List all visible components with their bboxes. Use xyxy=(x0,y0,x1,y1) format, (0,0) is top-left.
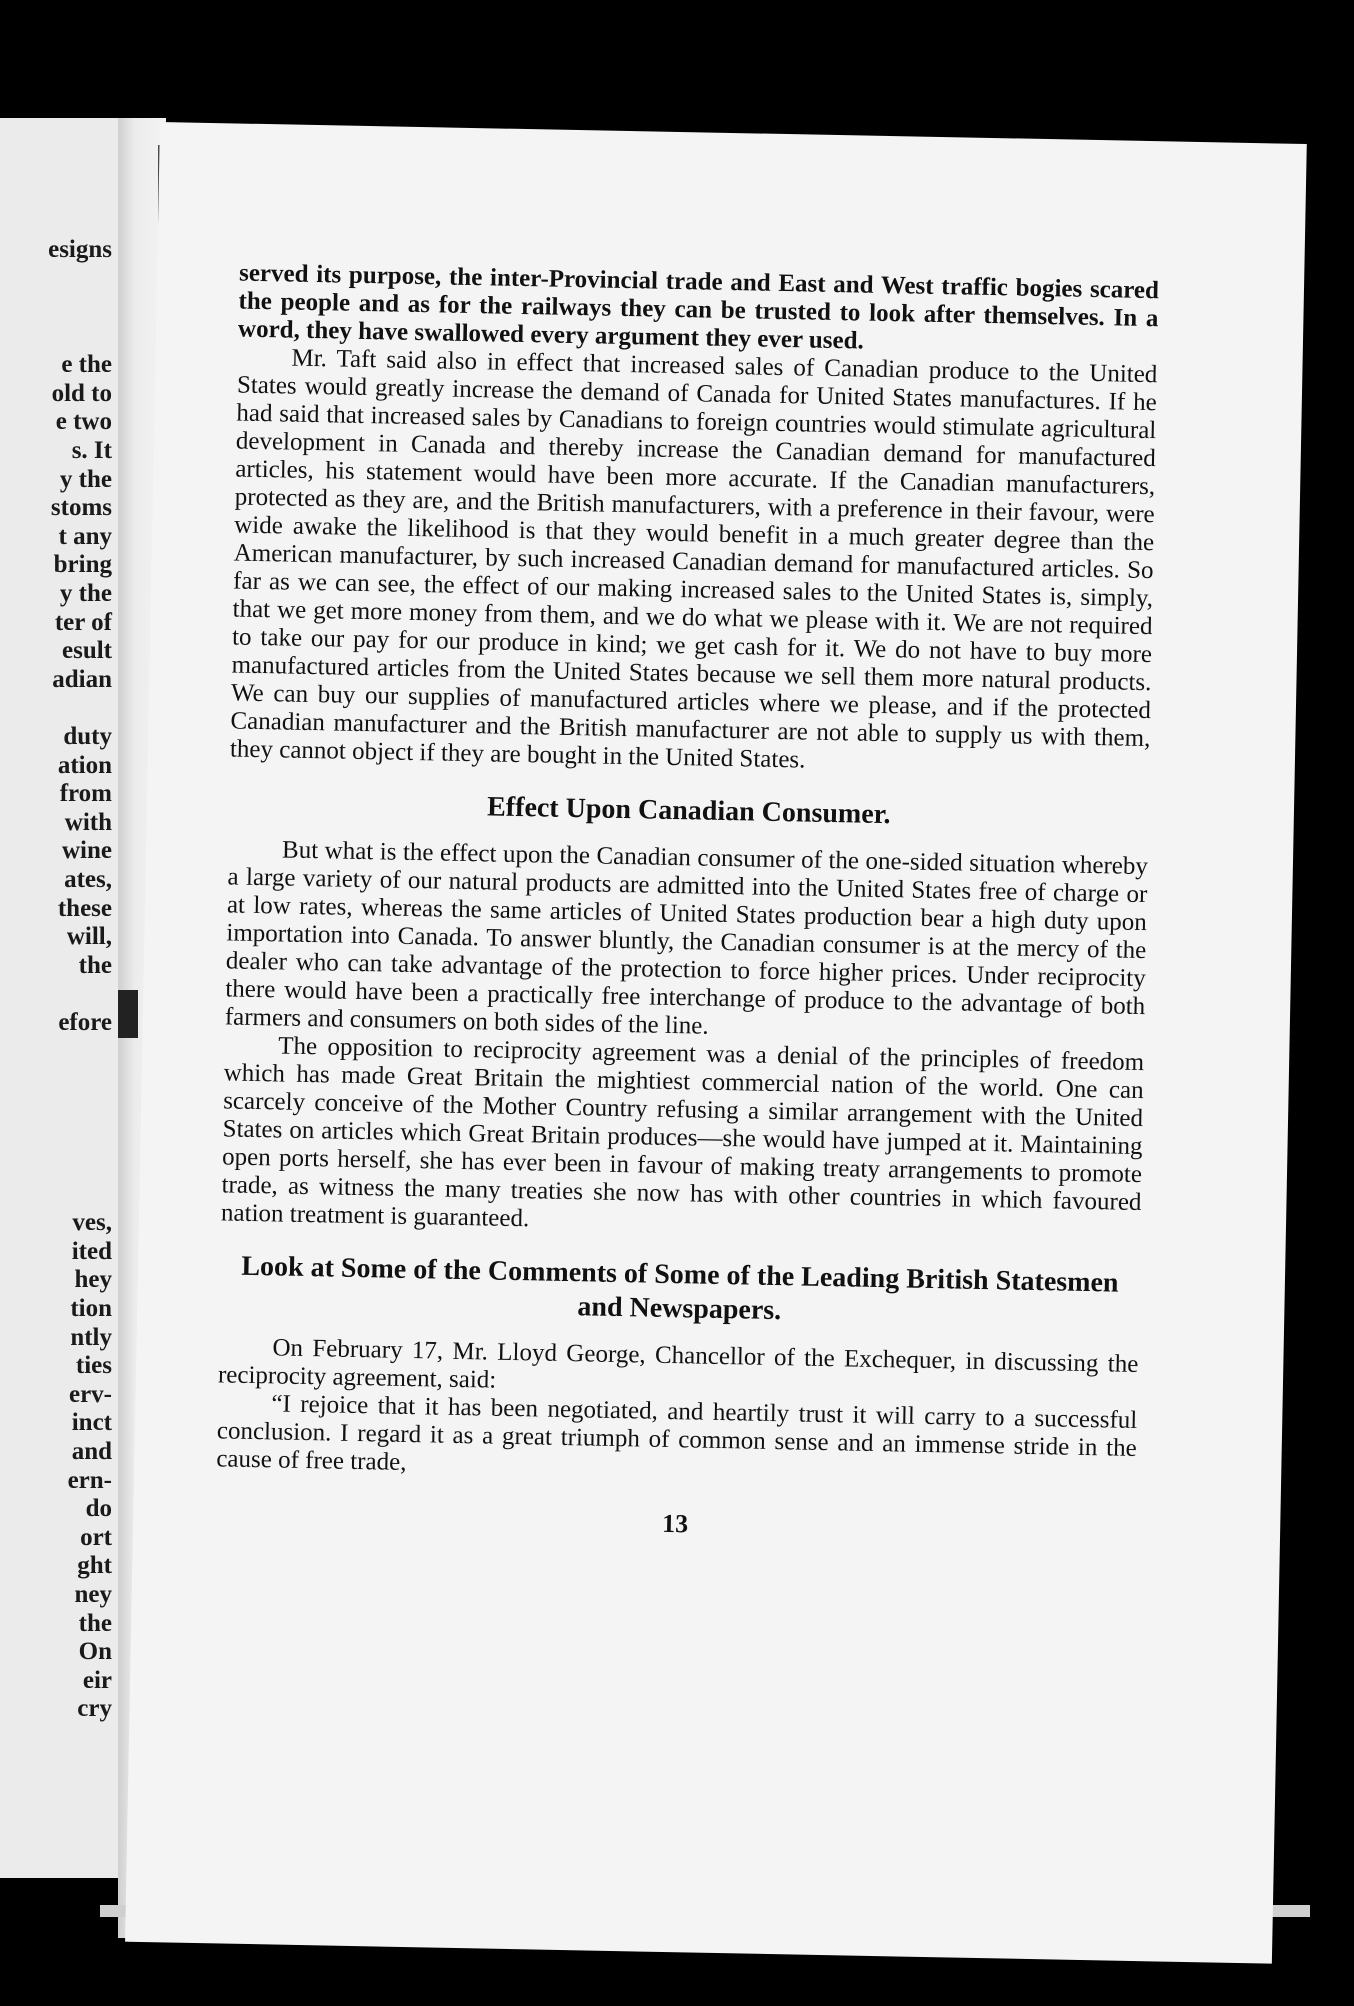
left-page-line: esult xyxy=(62,637,112,665)
left-page-line: eir xyxy=(82,1666,112,1694)
body-paragraph: The opposition to reciprocity agreement was a denial of the principles of freedom which has made Great Britain the mightiest commercial nation of the world. One can scarcely conceive of the Mother Country refusing a similar arrangement with the United States on articles which Great Britain produces—she would have jumped at it. Maintaining open ports herself, she has ever been in favour of making treaty arrangements to promote trade, as witness the many treaties she now has with other countries in which favoured nation treatment is guaranteed. xyxy=(220,1032,1145,1233)
left-page-line: will, xyxy=(66,923,112,951)
left-page-line: ter of xyxy=(54,608,112,636)
left-page-line: On xyxy=(78,1638,112,1666)
left-page-line: duty xyxy=(63,723,112,750)
left-page-line: bring xyxy=(53,551,112,579)
left-page-line: cry xyxy=(77,1695,112,1723)
binding-mark xyxy=(118,990,138,1038)
left-page-line: with xyxy=(64,808,112,836)
left-page-line: old to xyxy=(51,379,112,407)
page-number: 13 xyxy=(661,1508,689,1539)
section-heading: Look at Some of the Comments of Some of the Leading British Statesmen and Newspapers. xyxy=(241,1250,1119,1327)
left-page-line: the xyxy=(78,1609,112,1637)
left-page-fragment xyxy=(0,118,118,1878)
quotation-paragraph: “I rejoice that it has been negotiated, and heartily trust it will carry to a successful conclusion. I regard it as a great triumph of common sense and an immense stride in the cause of free trade, xyxy=(216,1390,1138,1476)
left-page-line: ation xyxy=(57,751,112,779)
left-page-line: e two xyxy=(55,408,112,436)
left-page-line: ates, xyxy=(64,866,112,893)
left-page-line: ties xyxy=(75,1352,112,1380)
left-page-line: inct xyxy=(71,1409,112,1437)
left-page-line: y the xyxy=(59,465,112,493)
left-page-line: t any xyxy=(58,522,112,550)
left-page-line: hey xyxy=(74,1266,112,1294)
left-page-line: ort xyxy=(80,1523,112,1551)
body-paragraph: But what is the effect upon the Canadian consumer of the one-sided situation whereby a large variety of our natural products are admitted into the United States free of charge or at low rates, whereas the same articles of United States production bear a high duty upon importation into Canada. To answer bluntly, the Canadian consumer is at the mercy of the dealer who can take advantage of the protection to force higher prices. Under reciprocity there would have been a practically free interchange of produce to the advantage of both farmers and consumers on both sides of the line. xyxy=(224,836,1149,1040)
left-page-line: from xyxy=(59,780,112,808)
body-paragraph: On February 17, Mr. Lloyd George, Chancellor of the Exchequer, in discussing the reciprocity agreement, said: xyxy=(217,1334,1139,1394)
left-page-line: wine xyxy=(62,837,112,865)
main-page xyxy=(125,122,1307,1964)
left-page-line: ern- xyxy=(67,1466,112,1494)
left-page-line: e the xyxy=(61,351,112,379)
left-page-line: ney xyxy=(74,1581,112,1608)
left-page-line: y the xyxy=(59,580,112,607)
body-paragraph: Mr. Taft said also in effect that increased sales of Canadian produce to the United States would greatly increase the demand of Canada for United States manufactures. If he had said that increased sales by Canadians to foreign countries would stimulate agricultural development in Canada and thereby increase the Canadian demand for manufactured articles, his statement would have been more accurate. If the Canadian manufacturers, protected as they are, and the British manufacturers, with a preference in their favour, were wide awake the likelihood is that they would benefit in a much greater degree than the American manufacturer, by such increased Canadian demand for manufactured articles. So far as we can see, the effect of our making increased sales to the United States is, simply, that we get more money from them, and we do what we please with it. We are not required to take our pay for our produce in kind; we get cash for it. We do not have to buy more manufactured articles from the United States because we sell them more natural products. We can buy our supplies of manufactured articles where we please, and if the protected Canadian manufacturer and the British manufacturer are not able to supply us with them, they cannot object if they are bought in the United States. xyxy=(229,344,1158,774)
left-page-line: adian xyxy=(52,665,112,693)
section-heading: Effect Upon Canadian Consumer. xyxy=(486,791,891,831)
left-page-line: the xyxy=(78,951,112,979)
left-page-line: efore xyxy=(58,1009,112,1036)
left-page-line: esigns xyxy=(48,236,112,263)
left-page-line: tion xyxy=(70,1295,112,1322)
body-paragraph: served its purpose, the inter-Provincial trade and East and West traffic bogies scared the people and as for the railways they can be trusted to look after themselves. In a word, they have swallowed every argument they ever used. xyxy=(237,259,1160,355)
left-page-line: stoms xyxy=(50,494,112,522)
left-page-line: these xyxy=(57,894,112,922)
left-page-line: ves, xyxy=(72,1209,112,1237)
left-page-line: do xyxy=(85,1495,112,1523)
left-page-line: ntly xyxy=(70,1323,112,1351)
left-page-line: ght xyxy=(77,1552,112,1580)
left-page-line: and xyxy=(71,1438,112,1465)
left-page-line: s. It xyxy=(71,437,112,464)
article-body xyxy=(215,260,1159,1547)
left-page-line: ited xyxy=(71,1237,112,1265)
left-page-line: erv- xyxy=(68,1380,112,1408)
